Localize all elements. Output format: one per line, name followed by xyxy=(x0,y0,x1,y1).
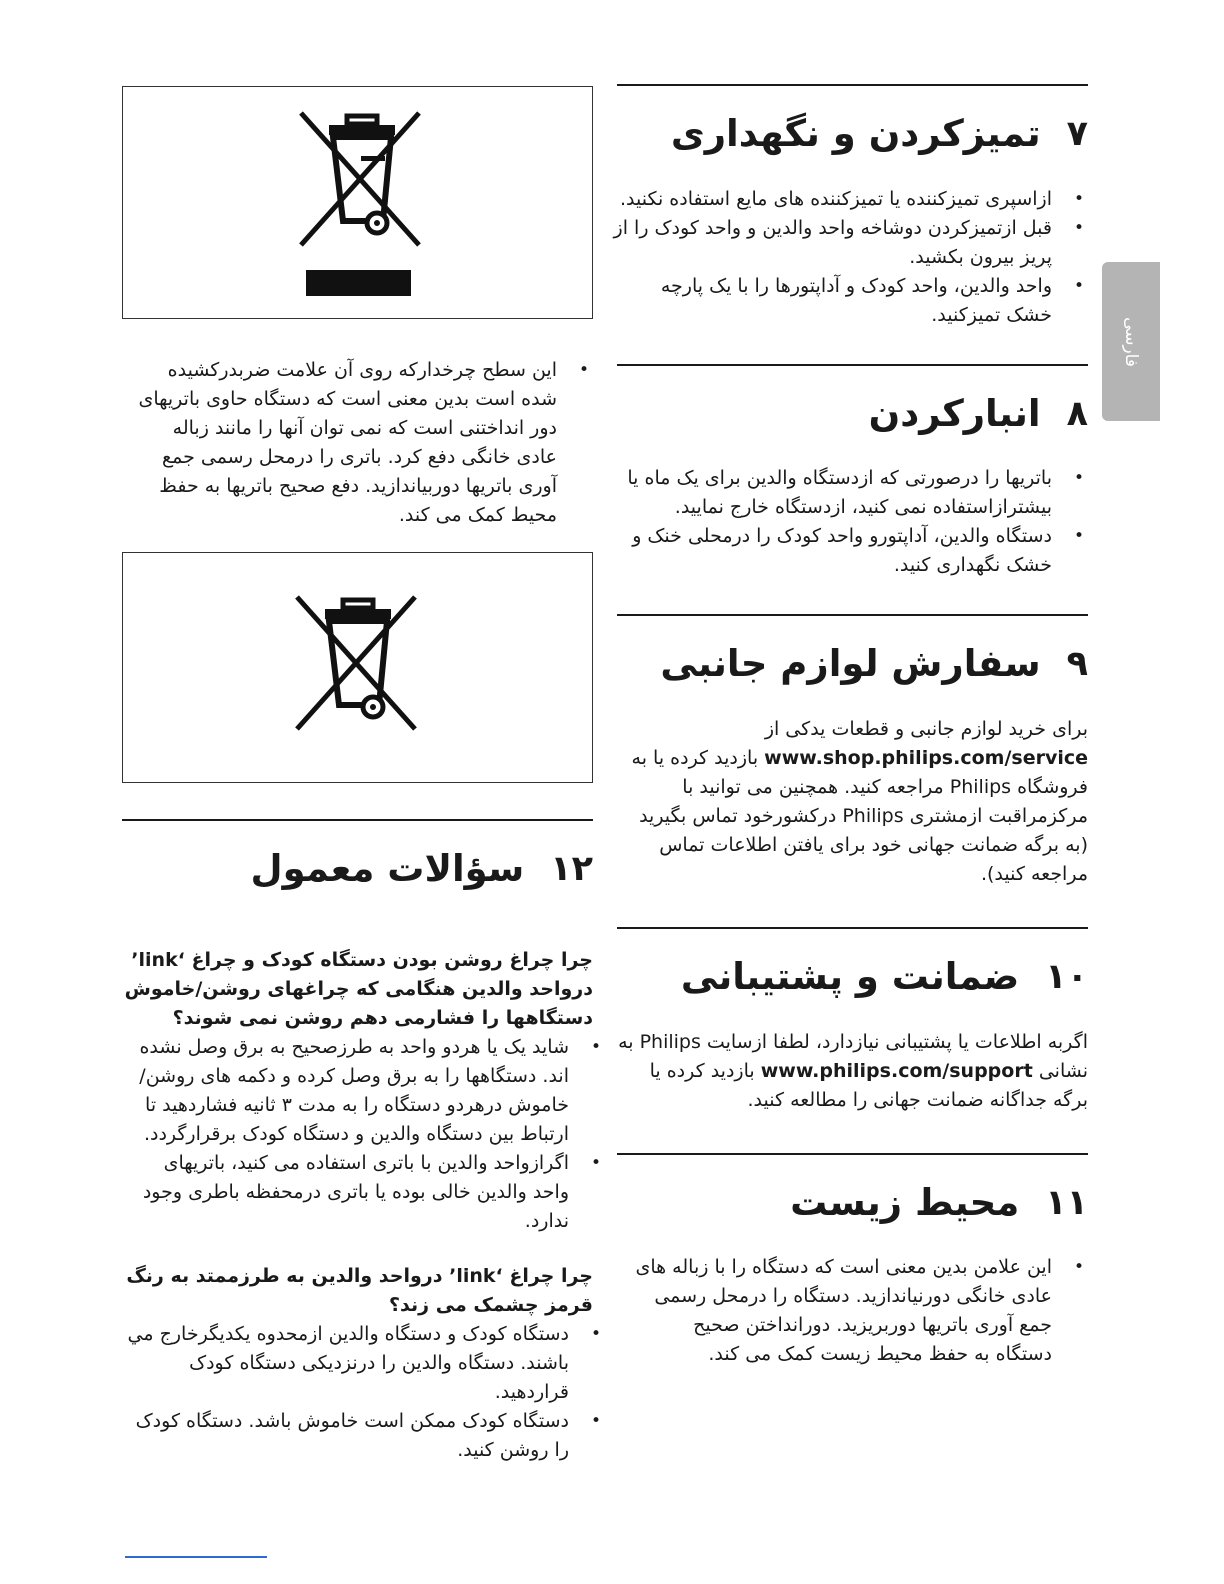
accessories-paragraph xyxy=(617,715,1088,889)
bullet-list xyxy=(632,1253,1088,1369)
list-item: • این علامن بدین معنی است که دستگاه را با زباله های عادی خانگی دورنیاندازید. دستگاه را درمحل رسمی جمع آوری باتریها دوربریزید. دورانداختن صحیح دستگاه به حفظ محیط زیست کمک می کند. xyxy=(632,1253,1052,1369)
section-accessories xyxy=(617,614,1088,889)
list-item: • شاید یک یا هردو واحد به طرزصحیح به برق وصل نشده اند. دستگاهها را به برق وصل کرده و دکمه های روشن/خاموش درهردو دستگاه را به مدت ۳ ثانیه فشاردهید تا ارتباط بین دستگاه والدین و دستگاه کودک برقرارگردد. xyxy=(122,1033,569,1149)
section-heading xyxy=(617,957,1088,998)
list-item: • باتریها را درصورتی که ازدستگاه والدین برای یک ماه یا بیشترازاستفاده نمی کنید، ازدستگاه خارج نمایید. xyxy=(617,464,1052,522)
section-title: تمیزکردن و نگهداری xyxy=(670,112,1041,155)
section-divider xyxy=(617,927,1088,929)
left-column xyxy=(122,86,593,1465)
list-item: • این سطح چرخدارکه روی آن علامت ضربدرکشیده شده است بدین معنی است که دستگاه حاوی باتریهای دور انداختنی است که نمی توان آنها را مانند زباله عادی خانگی دفع کرد. باتری را درمحل رسمی جمع آوری باتریها دوربیاندازید. دفع صحیح باتریها به حفظ محیط کمک می کند. xyxy=(137,356,557,530)
section-cleaning xyxy=(613,84,1088,330)
section-warranty xyxy=(617,927,1088,1115)
section-title: محیط زیست xyxy=(790,1180,1020,1224)
battery-bullet-list xyxy=(137,356,593,530)
section-title: ضمانت و پشتیبانی xyxy=(680,955,1020,999)
section-number: ۱۱ xyxy=(1045,1182,1088,1223)
section-heading xyxy=(617,1180,1088,1224)
right-column xyxy=(613,84,1088,1369)
section-heading xyxy=(617,644,1088,685)
section-number: ۷ xyxy=(1066,114,1088,155)
bullet-list xyxy=(617,464,1088,580)
bullet-list xyxy=(122,1033,593,1236)
faq-question: چرا چراغ ‘link’ درواحد والدین به طرزممتد به رنگ قرمز چشمک می زند؟ xyxy=(126,1264,593,1316)
section-divider xyxy=(617,614,1088,616)
section-divider xyxy=(617,1153,1088,1155)
section-faq xyxy=(122,819,593,1465)
section-heading xyxy=(617,114,1088,155)
black-bar-mark xyxy=(306,270,411,296)
section-heading xyxy=(617,391,1088,435)
section-number: ۱۰ xyxy=(1045,957,1088,998)
language-tab-label: فارسی xyxy=(1121,316,1141,367)
section-divider xyxy=(122,819,593,821)
section-title: سؤالات معمول xyxy=(250,847,525,890)
faq-question: چرا چراغ روشن بودن دستگاه کودک و چراغ ‘link’ درواحد والدین هنگامی که چراغهای روشن/خاموش دستگاهها را فشارمی دهم روشن نمی شوند؟ xyxy=(124,948,593,1029)
bullet-list xyxy=(122,1320,593,1465)
paragraph-text: بازدید کرده یا به فروشگاه Philips مراجعه کنید. همچنین می توانید با مرکزمراقبت ازمشتری Philips درکشورخود تماس بگیرید (به برگه ضمانت جهانی خود برای یافتن اطلاعات تماس مراجعه کنید). xyxy=(631,747,1088,886)
list-item: • واحد والدین، واحد کودک و آداپتورها را با یک پارچه خشک تمیزکنید. xyxy=(612,272,1052,330)
section-title: سفارش لوازم جانبی xyxy=(660,642,1041,686)
footer-line xyxy=(125,1556,267,1558)
section-divider xyxy=(617,364,1088,366)
warranty-paragraph xyxy=(617,1028,1088,1115)
list-item: • دستگاه کودک ممکن است خاموش باشد. دستگاه کودک را روشن کنید. xyxy=(122,1407,569,1465)
section-number: ۸ xyxy=(1066,393,1088,434)
list-item: • ازاسپری تمیزکننده یا تمیزکننده های مایع استفاده نکنید. xyxy=(612,185,1052,214)
support-link[interactable]: www.philips.com/support xyxy=(760,1059,1033,1082)
crossed-bin-icon xyxy=(293,595,423,735)
paragraph-text: اگربه اطلاعات یا پشتیبانی نیازدارد، لطفا ازسایت Philips به نشانی xyxy=(618,1030,1088,1082)
weee-symbol-box xyxy=(122,86,593,319)
battery-symbol-box xyxy=(122,552,593,783)
list-item: • اگرازواحد والدین با باتری استفاده می کنید، باتریهای واحد والدین خالی بوده یا باتری درمحفظه باطری وجود ندارد. xyxy=(122,1149,569,1236)
paragraph-text: بازدید کرده یا برگه جداگانه ضمانت جهانی را مطالعه کنید. xyxy=(649,1059,1088,1111)
section-storage xyxy=(617,364,1088,581)
list-item: • قبل ازتمیزکردن دوشاخه واحد والدین و واحد کودک را از پریز بیرون بکشید. xyxy=(612,214,1052,272)
paragraph-text: برای خرید لوازم جانبی و قطعات یدکی از xyxy=(764,718,1088,741)
section-heading xyxy=(122,849,593,890)
section-environment xyxy=(617,1153,1088,1370)
shop-link[interactable]: www.shop.philips.com/service xyxy=(764,747,1088,770)
section-title: انبارکردن xyxy=(868,391,1041,435)
section-number: ۹ xyxy=(1066,644,1088,685)
list-item: • دستگاه کودک و دستگاه والدین ازمحدوه یکدیگرخارج مي باشند. دستگاه والدین را درنزدیکی دستگاه کودک قراردهید. xyxy=(122,1320,569,1407)
section-divider xyxy=(617,84,1088,86)
list-item: • دستگاه والدین، آداپتورو واحد کودک را درمحلی خنک و خشک نگهداری کنید. xyxy=(617,522,1052,580)
section-number: ۱۲ xyxy=(550,849,593,890)
crossed-bin-icon xyxy=(297,111,427,291)
bullet-list xyxy=(612,185,1088,330)
language-tab[interactable] xyxy=(1102,262,1160,421)
